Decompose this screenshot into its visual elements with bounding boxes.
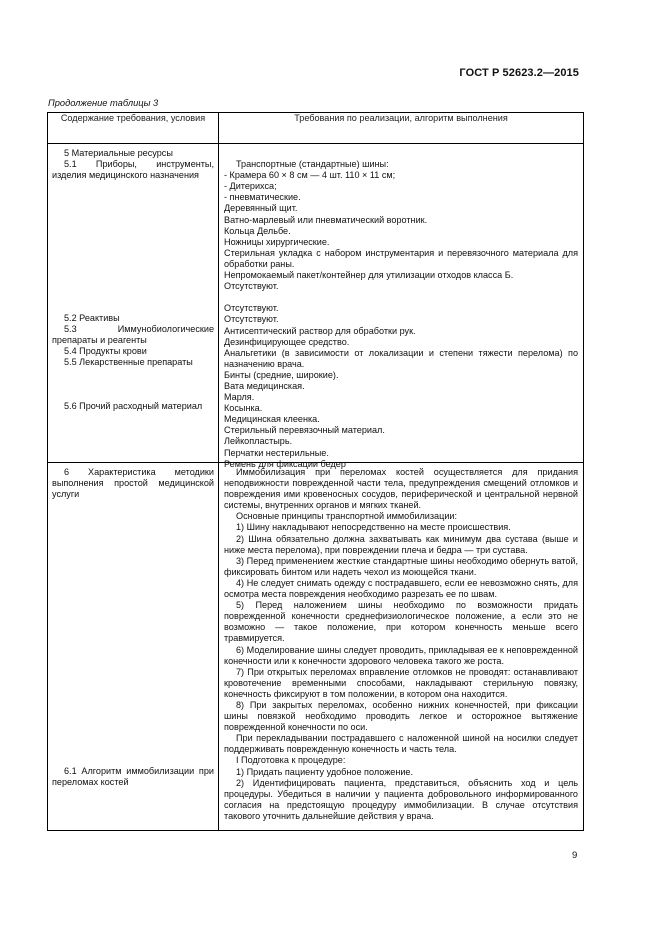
immunobiological-label: 5.3 Иммунобиологические препараты и реагенты (52, 324, 214, 346)
methodology-heading: 6 Характеристика методики выполнения простой медицинской услуги (52, 467, 214, 500)
principle-6: 6) Моделирование шины следует проводить, прикладывая ее к неповрежденной конечности или к конечности здорового человека такого же роста. (224, 644, 578, 666)
sterile-dressing: Стерильный перевязочный материал. (224, 425, 385, 436)
immobilization-algorithm-label: 6.1 Алгоритм иммобилизации при переломах костей (52, 766, 214, 788)
row-resources-left-cell (48, 144, 219, 463)
preparation-step-2: 2) Идентифицировать пациента, представиться, объяснить ход и цель процедуры. Убедиться в наличии у пациента добровольного информированного согласия на предстоящую процедуру иммобилизации. В случае отсутствия такового уточнить дальнейшие действия у врача. (224, 777, 578, 821)
principle-2: 2) Шина обязательно должна захватывать как минимум два сустава (выше и ниже места перелома), при повреждении плеча и бедра — три сустава. (224, 533, 578, 555)
medicines-label: 5.5 Лекарственные препараты (64, 357, 193, 367)
collar: Ватно-марлевый или пневматический воротник. (224, 214, 428, 225)
blood-products-label: 5.4 Продукты крови (64, 346, 147, 356)
analgesics: Анальгетики (в зависимости от локализации и степени тяжести перелома) по назначению врача. (224, 347, 578, 369)
resources-heading: 5 Материальные ресурсы (64, 148, 173, 158)
principles-heading: Основные принципы транспортной иммобилизации: (236, 511, 458, 522)
table-row-methodology (48, 463, 584, 831)
cotton-wool: Вата медицинская. (224, 380, 305, 391)
document-code: ГОСТ Р 52623.2—2015 (459, 67, 579, 79)
table-header-row (48, 113, 584, 144)
principle-5: 5) Перед наложением шины необходимо по возможности придать поврежденной конечности среднефизиологическое положение, а если это не возможно — такое положение, при котором конечность меньше всего травмируется. (224, 600, 578, 644)
principle-7: 7) При открытых переломах вправление отломков не проводят: останавливают кровотечение временными способами, накладывают стерильную повязку, конечность фиксируют в том положении, в котором она находится. (224, 666, 578, 699)
row-methodology-right-cell (219, 463, 584, 831)
column-header-conditions: Содержание требования, условия (48, 113, 219, 144)
immunobiological-value: Отсутствуют. (224, 303, 279, 314)
surgical-scissors: Ножницы хирургические. (224, 236, 330, 247)
transfer-note: При перекладывании пострадавшего с наложенной шиной на носилки следует поддерживать поврежденную конечность и часть тела. (224, 733, 578, 755)
delbet-rings: Кольца Дельбе. (224, 225, 291, 236)
blood-products-value: Отсутствуют. (224, 314, 279, 325)
principle-3: 3) Перед применением жесткие стандартные шины необходимо обернуть ватой, фиксировать бинтом или надеть чехол из моющейся ткани. (224, 555, 578, 577)
adhesive-plaster: Лейкопластырь. (224, 436, 293, 447)
immobilization-intro: Иммобилизация при переломах костей осуществляется для придания неподвижности поврежденной части тела, предупреждения смещений отломков и повреждения ими кровеносных сосудов, периферической и центральной нервной системы, внутренних органов и мягких тканей. (224, 467, 578, 511)
preparation-step-1: 1) Придать пациенту удобное положение. (236, 766, 414, 777)
waste-container: Непромокаемый пакет/контейнер для утилизации отходов класса Б. (224, 270, 514, 281)
principle-4: 4) Не следует снимать одежду с пострадавшего, если ее невозможно снять, для осмотра места повреждения необходимо разрезать ее по швам. (224, 577, 578, 600)
splint-pneumatic: - пневматические. (224, 192, 301, 203)
splint-kramer: - Крамера 60 × 8 см — 4 шт. 110 × 11 см; (224, 170, 396, 181)
other-consumables-label: 5.6 Прочий расходный материал (64, 401, 203, 411)
gauze: Марля. (224, 392, 255, 403)
table-row-resources (48, 144, 584, 463)
devices-label: 5.1 Приборы, инструменты, изделия медицинского назначения (52, 159, 214, 181)
hip-strap: Ремень для фиксации бедер (224, 458, 346, 469)
gloves: Перчатки нестерильные. (224, 447, 329, 458)
requirements-table (47, 112, 584, 831)
wooden-board: Деревянный щит. (224, 203, 298, 214)
splint-diterikhs: - Дитерихса; (224, 181, 277, 192)
row-resources-right-cell (219, 144, 584, 469)
row-methodology-left-cell (48, 463, 219, 831)
disinfectant: Дезинфицирующее средство. (224, 336, 350, 347)
sling: Косынка. (224, 403, 263, 414)
column-header-algorithm: Требования по реализации, алгоритм выполнения (219, 113, 584, 144)
reagents-label: 5.2 Реактивы (64, 313, 120, 323)
splints-heading: Транспортные (стандартные) шины: (236, 159, 389, 170)
sterile-kit: Стерильная укладка с набором инструментария и перевязочного материала для обработки раны. (224, 247, 578, 269)
reagents-value: Отсутствуют. (224, 281, 279, 292)
preparation-heading: I Подготовка к процедуре: (236, 755, 346, 766)
principle-8: 8) При закрытых переломах, особенно нижних конечностей, при фиксации шины повязкой необходимо проводить легкое и осторожное вытяжение поврежденной конечности по оси. (224, 699, 578, 733)
page-number: 9 (572, 850, 578, 861)
principle-1: 1) Шину накладывают непосредственно на месте происшествия. (236, 522, 511, 533)
antiseptic: Антисептический раствор для обработки рук. (224, 325, 416, 336)
bandages: Бинты (средние, широкие). (224, 369, 339, 380)
table-caption: Продолжение таблицы 3 (48, 98, 159, 108)
oilcloth: Медицинская клеенка. (224, 414, 320, 425)
